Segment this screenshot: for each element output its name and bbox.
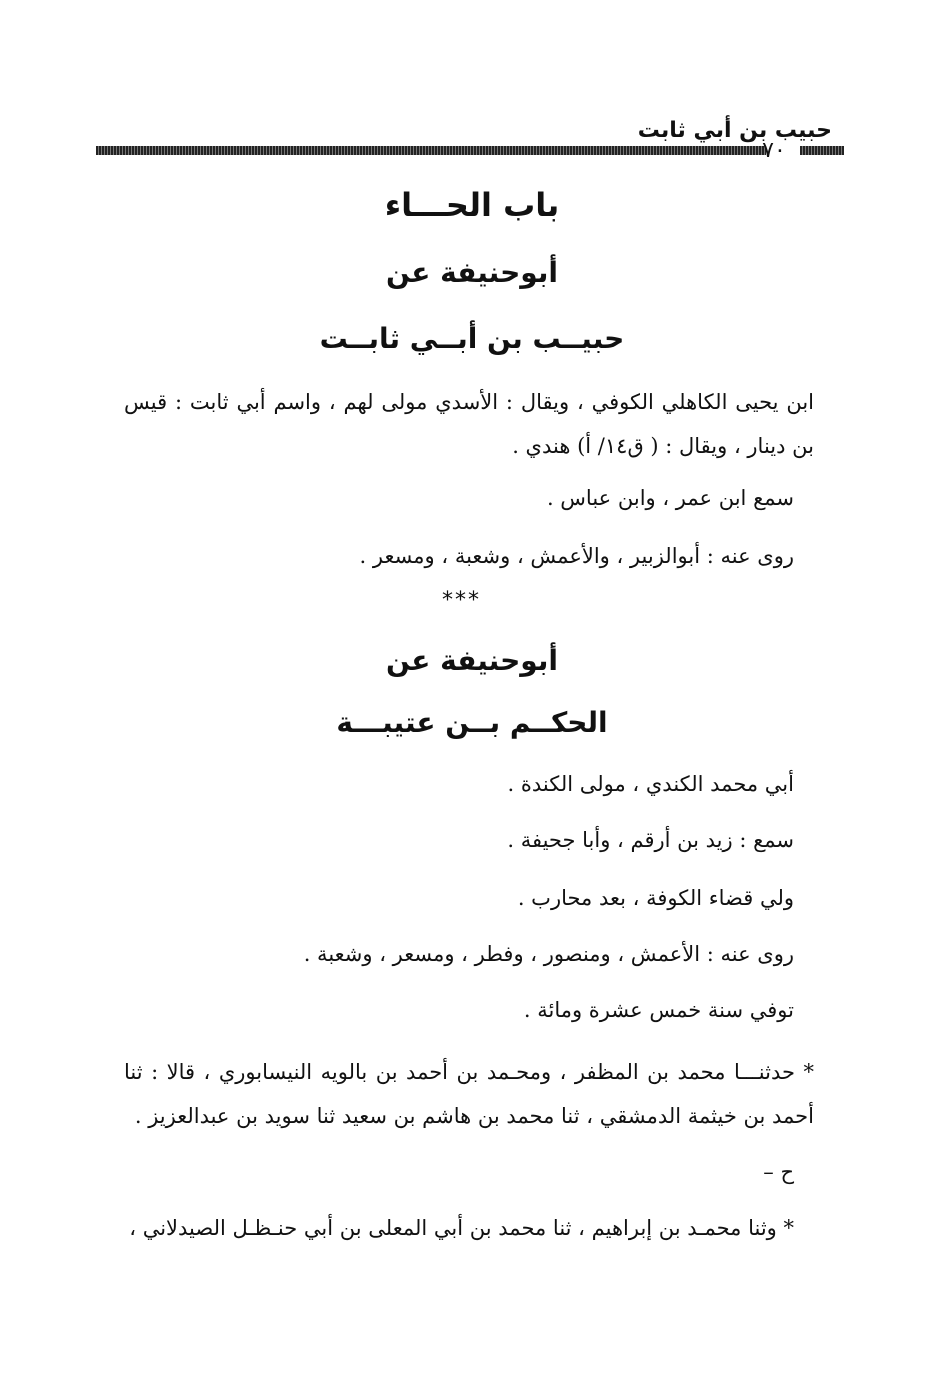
section1-narrated: روى عنه : أبوالزبير ، والأعمش ، وشعبة ، ومسعر .: [359, 544, 794, 568]
section2-ha: ح –: [763, 1160, 794, 1184]
section2-intro: أبوحنيفة عن: [386, 644, 558, 677]
section2-isnad-1: * حدثنـــا محمد بن المظفر ، ومحـمد بن أحمد بن بالويه النيسابوري ، قالا : ثنا أحمد بن خيثمة الدمشقي ، ثنا محمد بن هاشم بن سعيد ثنا سويد بن عبدالعزيز .: [124, 1060, 814, 1128]
section2-isnad-2: * وثنا محمـد بن إبراهيم ، ثنا محمد بن أبي المعلى بن أبي حنـظـل الصيدلاني ،: [129, 1216, 794, 1240]
section2-judge: ولي قضاء الكوفة ، بعد محارب .: [517, 886, 794, 910]
section1-intro: أبوحنيفة عن: [386, 256, 558, 289]
section1-name: حبيــب بن أبــي ثابــت: [319, 322, 625, 355]
header-rule: [96, 146, 766, 155]
page-number: ٧٠: [762, 138, 786, 163]
running-header-title: حبيب بن أبي ثابت: [637, 118, 832, 143]
chapter-title: باب الحـــاء: [384, 186, 560, 224]
section2-name: الحكــم بــن عتيبـــة: [336, 706, 608, 739]
section1-bio: ابن يحيى الكاهلي الكوفي ، ويقال : الأسدي مولى لهم ، واسم أبي ثابت : قيس بن دينار ، ويقال : ( ق١٤/ أ) هندي .: [124, 390, 814, 458]
header-rule-short: [800, 146, 844, 155]
section2-heard: سمع : زيد بن أرقم ، وأبا جحيفة .: [507, 828, 794, 852]
section-separator: ***: [442, 588, 481, 613]
section2-kunya: أبي محمد الكندي ، مولى الكندة .: [507, 772, 794, 796]
section1-heard: سمع ابن عمر ، وابن عباس .: [546, 486, 794, 510]
section2-narrated: روى عنه : الأعمش ، ومنصور ، وفطر ، ومسعر ، وشعبة .: [303, 942, 794, 966]
section2-death: توفي سنة خمس عشرة ومائة .: [523, 998, 794, 1022]
